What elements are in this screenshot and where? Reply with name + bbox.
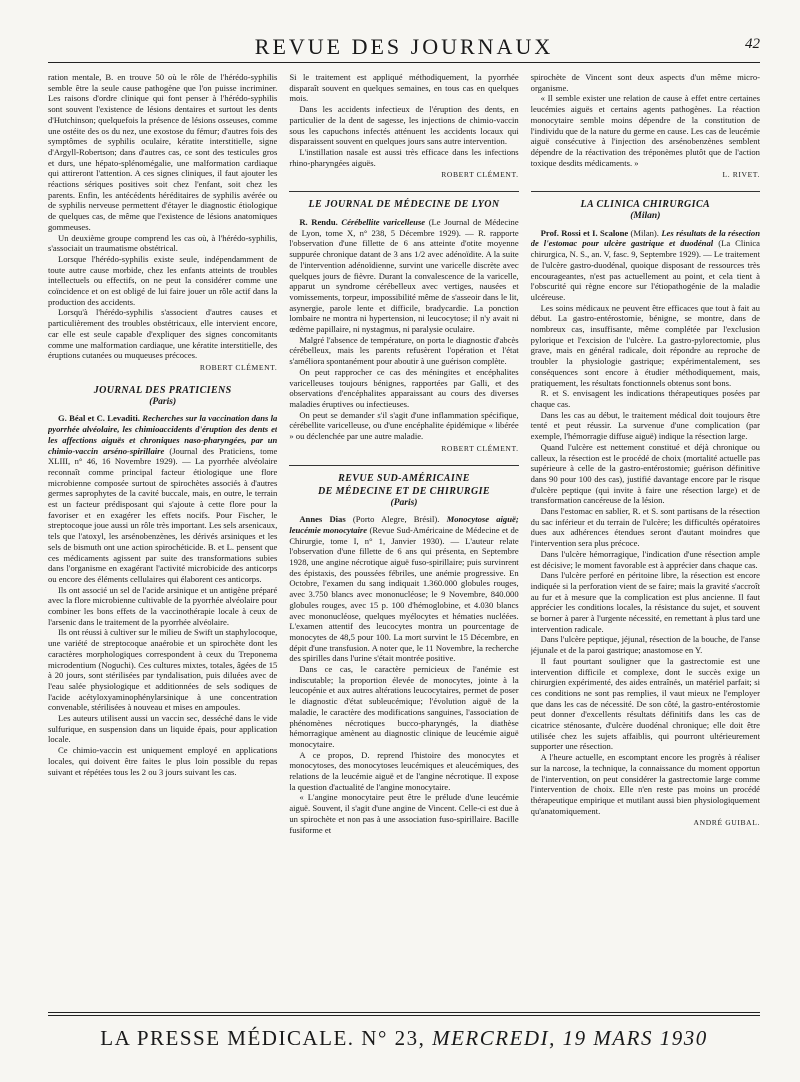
page-number: 42 [745, 36, 760, 52]
section-heading-line-2: DE MÉDECINE ET DE CHIRURGIE [318, 485, 490, 497]
section-heading: LA CLINICA CHIRURGICA [580, 199, 711, 211]
paragraph: Les soins médicaux ne peuvent être efficaces que tout à fait au début. La gastro-entérostomie, bénigne, se montre, dans de nombreux cas, insuffisante, même complétée par l'exclusion pylorique et l'excision de l'ulcère. La gastro-pylorectomie, plus grave, mais en général radicale, doit répondre au reproche de troubler la physiologie gastrique; expérimentalement, ses conséquences sont encore à étudier méthodiquement, mais, pratiquement, les résultats fonctionnels obtenus sont bons. [530, 302, 760, 388]
author-signature: ROBERT CLÉMENT. [441, 170, 519, 180]
author-signature: L. RIVET. [722, 170, 760, 180]
article-authors: G. Béal et C. Levaditi. [58, 413, 140, 424]
column-3 [531, 72, 760, 1004]
page-footer [48, 1026, 760, 1051]
author-signature: ROBERT CLÉMENT. [199, 362, 278, 372]
paragraph: R. et S. envisagent les indications thérapeutiques posées par chaque cas. [530, 388, 760, 409]
page-header [48, 34, 760, 60]
paragraph: spirochète de Vincent sont deux aspects d'un même micro-organisme. [530, 72, 760, 93]
section-divider [289, 191, 518, 192]
paragraph: Ils ont réussi à cultiver sur le milieu de Swift un staphylocoque, une variété de streptocoque anaérobie et un spirochète dont les caractères morphologiques correspondent à ceux du Treponema microdentium (Noguchi). Ces cultures mixtes, totales, âgées de 15 à 20 jours, sont stérilisées par tyndalisation, puis diluées avec de l'eau salée physiologique et additionnées de sels sodiques de l'acide acétyloxyaminophénylarsinique à une concentration convenable, stérilisées à nouveau et mises en ampoules. [48, 627, 278, 713]
article-location: (Porto Alegre, Brésil). [352, 514, 440, 525]
article-location: (Milan). [630, 227, 659, 238]
section-heading: JOURNAL DES PRATICIENS [93, 384, 232, 396]
paragraph: On peut rapprocher ce cas des méningites et encéphalites varicelleuses toujours bénignes, rapportées par Galli, et des observations d'encéphalites apparaissant au cours des diverses maladies éruptives ou infectieuses. [289, 366, 519, 409]
paragraph: Lorsqu'à l'hérédo-syphilis s'associent d'autres causes et particulièrement des troubles obstétricaux, elle intervient encore, car elle est seule capable d'expliquer des signes concomitants comme une malformation cardiaque, une kératite interstitielle, des éruptions cutanées ou muqueuses précoces. [48, 307, 278, 361]
section-heading: REVUE SUD-AMÉRICAINE [338, 472, 470, 484]
paragraph: Les auteurs utilisent aussi un vaccin sec, desséché dans le vide sulfurique, en suspension dans un liquide épais, pour application locale. [48, 713, 278, 745]
paragraph: A ce propos, D. reprend l'histoire des monocytes et monocytoses, des monocytoses leucémiques et aleucémiques, des relations de la leucémie aiguë et de l'angine nécrotique. Il expose la question d'actualité de l'angine monocytaire. [289, 749, 519, 792]
paragraph: Ce chimio-vaccin est uniquement employé en applications locales, qui doivent être faites le plus loin possible du repas suivant et répétées tous les 2 ou 3 jours suivant les cas. [48, 745, 278, 777]
article-entry [531, 228, 760, 303]
column-2 [289, 72, 518, 1004]
paragraph: Dans les cas au début, le traitement médical doit toujours être tenté et peut réussir. La survenue d'une complication (par exemple, l'hémorragie diffuse aiguë) indique la résection large. [530, 409, 760, 442]
article-body: (La Clinica chirurgica, N. S., an. V, fasc. 9, Septembre 1929). — Le traitement de l'ulcère gastro-duodénal, quoique disposant de ressources très encourageantes, n'est pas actuellement au point, et cela tient à l'obscurité qui règne encore sur l'étiopathogénie de la maladie ulcéreuse. [530, 238, 760, 302]
article-title: Recherches sur la vaccination dans la pyorrhée alvéolaire, les chimioaccidents d'éruption des dents et les affections aiguës et chroniques naso-pharyngées, par un chimio-vaccin arséno-spirillaire [48, 413, 278, 456]
paragraph: Dans l'estomac en sablier, R. et S. sont partisans de la résection du sac inférieur et du terrain de l'ulcère; les difficultés opératoires dues aux adhérences étendues seront d'autant moindres que l'intervention sera plus précoce. [530, 506, 760, 549]
article-entry [48, 413, 277, 584]
section-heading: LE JOURNAL DE MÉDECINE DE LYON [308, 199, 500, 211]
footer-journal: LA PRESSE MÉDICALE. N° 23, [100, 1026, 426, 1050]
article-authors: R. Rendu. [299, 217, 338, 228]
paragraph: Dans ce cas, le caractère pernicieux de l'anémie est indiscutable; la proportion élevée de monocytes, jointe à la leucopénie et aux autres altérations leucocytaires, permet de poser le diagnostic d'état subleucémique; l'évolution aiguë de la maladie, le caractère des modifications sanguines, l'association de phénomènes nécrotiques bucco-pharyngés, la diathèse hémorragique amènent au diagnostic clinique de leucémie aiguë monocytaire. [289, 664, 519, 749]
paragraph: On peut se demander s'il s'agit d'une inflammation spécifique, cérébellite varicelleuse, ou d'une encéphalite épidémique « libérée » ou déclenchée par une autre maladie. [289, 409, 519, 442]
paragraph: Si le traitement est appliqué méthodiquement, la pyorrhée disparaît souvent en quelques semaines, en tous cas en quelques mois. [289, 72, 519, 104]
paragraph: A l'heure actuelle, en escomptant encore les progrès à réaliser sur la narcose, la technique, la connaissance du moment opportun de l'intervention, on peut considérer la gastrectomie large comme l'intervention de choix. Elle n'en reste pas moins un procédé thérapeutique empirique et mutilant aussi bien physiologiquement qu'anatomiquement. [530, 752, 760, 816]
header-rule [48, 62, 760, 63]
section-city: (Milan) [630, 211, 661, 222]
column-1 [48, 72, 277, 1004]
author-signature: ROBERT CLÉMENT. [441, 443, 519, 453]
paragraph: Ils ont associé un sel de l'acide arsinique et un antigène préparé avec la flore microbienne cultivable de la pyorrhée alvéolaire pour combiner les bons effets de la vaccinothérapie locale à ceux de l'arsenic dans le traitement de la pyorrhée alvéolaire. [48, 584, 278, 627]
article-body: (Journal des Praticiens, tome XLIII, n° 46, 16 Novembre 1929). — La pyorrhée alvéolaire reconnaît comme principal facteur étiologique une flore microbienne composée surtout de spirochètes associés à d'autres germes saprophytes de la cavité buccale, mais, en outre, le terrain est un facteur prédisposant qui s'ajoute à cette flore pour la favoriser et en exagérer les effets nocifs. Pour Fischer, le streptocoque joue aussi un rôle très important. Les sels arsenicaux, tels que l'atoxyl, les arsénobenzènes, les dérivés arsiniques et les sels de bismuth ont une action spirochéticide. B. et L. pensent que ces médicaments agissent par suite des transformations subies dans l'organisme en exagérant l'activité microbicide des anticorps ou encore des éléments cellulaires qui élaborent ces anticorps. [48, 445, 278, 584]
footer-rule [48, 1015, 760, 1016]
paragraph: « Il semble exister une relation de cause à effet entre certaines leucémies aiguës et certains agents pathogènes. La réaction monocytaire semble moins dépendre de la constitution de l'individu que de la nature du germe en cause. Les cas de leucémie aiguë consécutive à l'injection des arsénobenzènes semblent dépendre de la réactivation des tréponèmes plutôt que de l'action toxique desdits médicaments. » [530, 93, 760, 168]
paragraph: Malgré l'absence de température, on porta le diagnostic d'abcès cérébelleux, mais les parents refusèrent l'opération et l'état s'améliora spontanément pour aboutir à une guérison complète. [289, 334, 519, 367]
article-columns [48, 72, 760, 1004]
paragraph: ration mentale, B. en trouve 50 où le rôle de l'hérédo-syphilis semble être la seule cause pathogène que l'on puisse incriminer. Les raisons d'ordre clinique qui font penser à l'hérédo-syphilis sont souvent l'existence de lésions dentaires et surtout les dents d'Hutchinson; quelquefois la présence de lésions osseuses, comme une ostéite des os du nez, une exostose du fémur; d'autres fois des symptômes de syphilis oculaire, kératite interstitielle, signe d'Argyll-Robertson; dans d'autres cas, ce sont des testicules gros et durs, une hépato-splénomégalie, une malformation cardiaque qui attireront l'attention. A ces signes cliniques, il faut ajouter les réactions sériques positives soit chez l'enfant, soit chez les parents. Enfin, les antécédents héréditaires de syphilis avérée ou de syphilis nerveuse permettent d'étayer le diagnostic étiologique de quelques cas, de même que l'existence de lésions anatomiques gommeuses. [48, 72, 278, 232]
article-authors: Annes Dias [299, 514, 346, 525]
footer-date: MERCREDI, 19 MARS 1930 [432, 1026, 708, 1050]
paragraph: « L'angine monocytaire peut être le prélude d'une leucémie aiguë. Souvent, il s'agit d'une angine de Vincent. Celle-ci est due à un spirochète et non pas à une association fuso-spirillaire. Bacille fusiforme et [289, 792, 519, 835]
paragraph: Quand l'ulcère est nettement constitué et déjà chronique ou calleux, la résection est le procédé de choix (mortalité actuelle pas supérieure à celle de la gastro-entérostomie; guérison définitive dans 90 pour 100 des cas), justifié davantage encore par le risque d'ulcère peptique (qui invite à faire une résection large) et de transformation cancéreuse de la lésion. [530, 441, 760, 506]
footer-rule [48, 1012, 760, 1013]
article-authors: Prof. Rossi et I. Scalone [540, 227, 629, 238]
article-title: Monocytose aiguë; leucémie monocytaire [289, 514, 519, 535]
journal-section-title: REVUE DES JOURNAUX [254, 34, 554, 59]
section-city: (Paris) [149, 396, 177, 407]
paragraph: Un deuxième groupe comprend les cas où, à l'hérédo-syphilis, s'associait un traumatisme obstétrical. [48, 232, 278, 254]
paragraph: Dans l'ulcère peptique, jéjunal, résection de la bouche, de l'anse jéjunale et de la paroi gastrique; anastomose en Y. [530, 634, 760, 656]
paragraph: Lorsque l'hérédo-syphilis existe seule, indépendamment de toute autre cause morbide, chez les enfants atteints de troubles intellectuels ou effectifs, on ne peut la considérer comme une coïncidence et on est obligé de lui faire jouer un rôle actif dans la production des accidents. [48, 253, 278, 307]
article-body: (Revue Sud-Américaine de Médecine et de Chirurgie, tome I, n° 1, Janvier 1930). — L'auteur relate l'observation d'une fillette de 6 ans qui présenta, en Septembre 1928, une angine nécrotique aiguë fuso-spirillaire; puis survinrent des épistaxis, des poussées fébriles, une anémie progressive. En Octobre, l'examen du sang indiquait 1.360.000 globules rouges, avec 3.750 blancs avec mononucléose; le 9 Novembre, 840.000 globules rouges, avec 15 p. 100 d'hémoglobine, et 4.030 blancs avec mononucléose, quelques myélocytes et hématies nucléées. L'examen attentif des leucocytes montra un pourcentage de monocytes de 48,5 pour 100. La mort survint le 15 Décembre, en dépit d'une transfusion. A noter que, le 11 Novembre, la recherche des spirilles dans l'urine s'était montrée positive. [289, 524, 519, 664]
paragraph: L'instillation nasale est aussi très efficace dans les infections rhino-pharyngées aiguës. [289, 146, 519, 168]
section-divider [289, 465, 518, 466]
author-signature: ANDRÉ GUIBAL. [693, 818, 760, 828]
article-title: Cérébellite varicelleuse [341, 217, 426, 228]
section-city: (Paris) [390, 497, 418, 508]
paragraph: Dans l'ulcère perforé en péritoine libre, la résection est encore indiquée si la perforation vient de se faire; mais la gravité s'accroît au fur et à mesure que la complication est plus ancienne. Il faut apprécier les conditions locales, la résistance du sujet, et souvent se borner à parer à l'urgente nécessité, en remettant à plus tard une intervention radicale. [530, 570, 760, 634]
paragraph: Il faut pourtant souligner que la gastrectomie est une intervention difficile et complexe, dont le succès exige un chirurgien expérimenté, des aides entraînés, un matériel parfait; si ces conditions ne sont pas remplies, il vaut mieux ne l'employer que dans les cas de nécessité. De son côté, la gastro-entérostomie peut donner d'excellents résultats définitifs dans les cas de cicatrice sténosante, d'ulcère duodénal chronique; elle doit être utilisée chez les sujets affaiblis, qui pourront ultérieurement supporter une résection. [530, 655, 760, 752]
section-divider [531, 191, 760, 192]
paragraph: Dans les accidents infectieux de l'éruption des dents, en particulier de la dent de sagesse, les injections de chimio-vaccin sous les capuchons infectés atténuent les accidents locaux qui disparaissent souvent en quelques jours sans autre intervention. [289, 104, 519, 147]
article-title: Les résultats de la résection de l'estomac pour ulcère gastrique et duodénal [530, 227, 760, 249]
article-entry [289, 514, 518, 664]
article-body: (Le Journal de Médecine de Lyon, tome X, n° 238, 5 Décembre 1929). — R. rapporte l'observation d'une fillette de 6 ans atteinte d'otite moyenne suppurée chronique datant de 3 ans 1/2 avec adénoïdite. A la suite de l'intervention adénoïdienne, survint une varicelle discrète avec quelques jours de fièvre. Durant la convalescence de la varicelle, apparut un syndrome cérébelleux avec vertiges, nausées et vomissements, torpeur, impossibilité même de s'asseoir dans le lit, asynergie, parole lente et difficile, bradycardie. La ponction lombaire ne montra ni hypertension, ni leucocytose; il n'y avait ni œdème papillaire, ni nystagmus, ni paralysie oculaire. [289, 217, 519, 335]
paragraph: Dans l'ulcère hémorragique, l'indication d'une résection ample est décisive; le moment favorable est à apprécier dans chaque cas. [530, 548, 760, 570]
article-entry [289, 217, 518, 335]
